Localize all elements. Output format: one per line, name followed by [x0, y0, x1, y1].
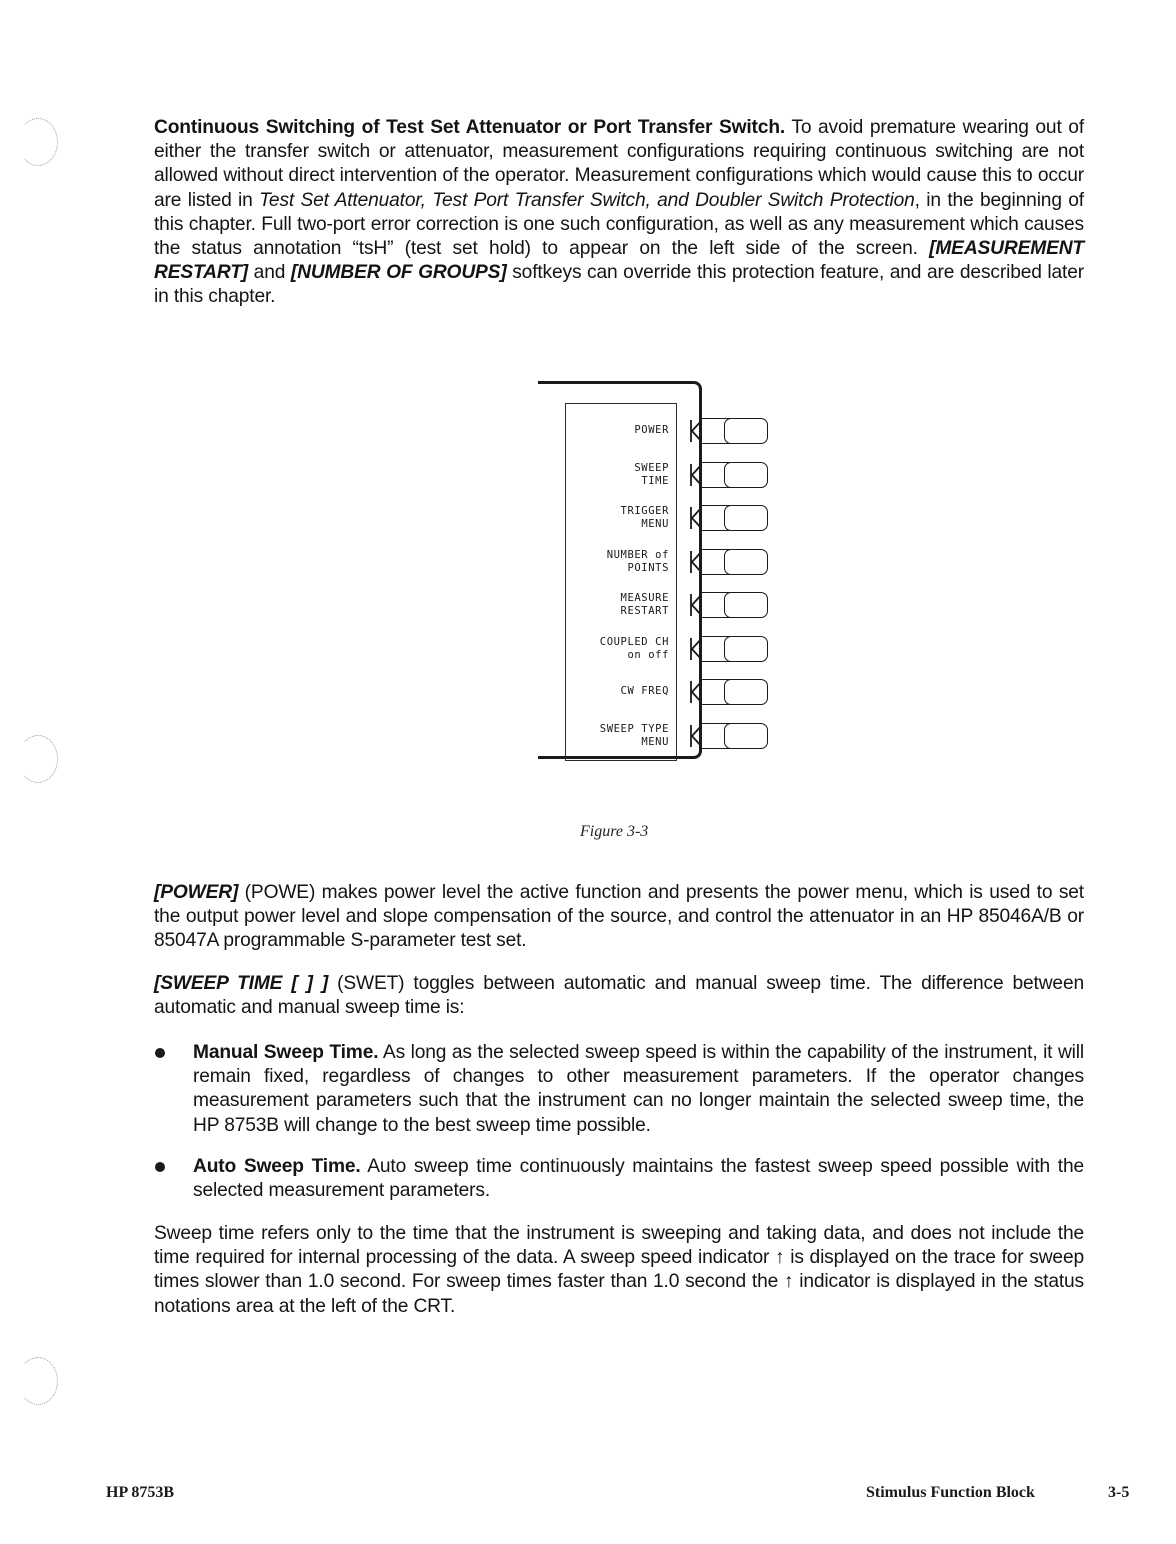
footer-section-title: Stimulus Function Block [866, 1484, 1035, 1501]
sweep-time-text: (SWET) toggles between automatic and manual sweep time. The difference between automatic and manual sweep time is: [154, 973, 1084, 1019]
intro-text: softkeys can override this protection feature, and are described later in this chapter. [154, 262, 1084, 308]
figure-caption: Figure 3-3 [580, 823, 649, 840]
softkey-label [563, 462, 669, 488]
intro-paragraph [154, 116, 1084, 310]
softkey-pointer-icon [690, 420, 702, 442]
bullet-text: As long as the selected sweep speed is within the capability of the instrument, it will remain fixed, regardless of changes to other measurement parameters. If the operator changes measurement parameters such that the instrument can no longer maintain the selected sweep time, the HP 8753B will change to the best sweep time possible. [193, 1042, 1084, 1136]
softkey-label [563, 685, 669, 698]
softkey-label-line: CW FREQ [620, 685, 669, 697]
softkey-label-line: on off [627, 648, 669, 661]
softkey-pointer-icon [690, 725, 702, 747]
softkey-number-of-groups: [NUMBER OF GROUPS] [290, 262, 507, 284]
footer-model: HP 8753B [106, 1484, 175, 1501]
power-text: (POWE) makes power level the active function and presents the power menu, which is used to set the output power level and slope compensation of the source, and control the attenuator in an HP 85046A/B or 85047A programmable S-parameter test set. [154, 882, 1084, 952]
bullet-icon [155, 1048, 165, 1058]
softkey-label [563, 636, 669, 662]
softkey-label-line: MENU [641, 735, 669, 748]
softkey-label-line: TRIGGER [620, 505, 669, 517]
softkey-power: [POWER] [154, 882, 239, 903]
softkey-pointer-icon [690, 681, 702, 703]
intro-text: , in the beginning of this chapter. Full two-port error correction is one such configuration, as well as any measurement which causes the status annotation “tsH” (test set hold) to appear on the left side of the screen. [154, 189, 1084, 260]
intro-text: and [248, 262, 291, 284]
binder-hole-middle [18, 735, 58, 783]
softkey-pointer-icon [690, 551, 702, 573]
softkey-button[interactable] [724, 418, 768, 444]
softkey-label-line: TIME [641, 474, 669, 487]
softkey-label [563, 505, 669, 531]
softkey-label-line: POWER [634, 424, 669, 436]
softkey-label-line: COUPLED CH [599, 635, 669, 648]
softkey-button[interactable] [724, 462, 768, 488]
intro-heading: Continuous Switching of Test Set Attenuator or Port Transfer Switch. [154, 117, 786, 138]
softkey-measurement-restart: [MEASUREMENT RESTART] [154, 238, 1084, 284]
intro-text: To avoid premature wearing out of either the transfer switch or attenuator, measurement configurations requiring continuous switching are not allowed without direct intervention of the operator. Measurement configurations which would cause this to occur are listed in [154, 117, 1084, 211]
bullet-auto-sweep-time [193, 1155, 1084, 1203]
softkey-button[interactable] [724, 592, 768, 618]
softkey-label [563, 592, 669, 618]
closing-paragraph: Sweep time refers only to the time that the instrument is sweeping and taking data, and does not include the time required for internal processing of the data. A sweep speed indicator ↑ is displayed on the trace for sweep times slower than 1.0 second. For sweep times faster than 1.0 second the ↑ indicator is displayed in the status notations area at the left of the CRT. [154, 1223, 1084, 1317]
softkey-label-line: RESTART [620, 605, 669, 617]
softkey-label-line: SWEEP [634, 461, 669, 474]
softkey-label [563, 723, 669, 749]
softkey-panel-figure [530, 378, 780, 768]
softkey-pointer-icon [690, 464, 702, 486]
bullet-heading: Manual Sweep Time. [193, 1042, 379, 1063]
bullet-heading: Auto Sweep Time. [193, 1156, 361, 1177]
softkey-label-line: MENU [641, 518, 669, 530]
bullet-icon [155, 1162, 165, 1172]
softkey-label [563, 549, 669, 575]
softkey-label-line: MEASURE [620, 592, 669, 604]
softkey-sweep-time: [SWEEP TIME [ ] ] [154, 973, 329, 994]
binder-hole-bottom [18, 1357, 58, 1405]
softkey-label-line: NUMBER of [606, 548, 669, 561]
softkey-label-line: SWEEP TYPE [599, 722, 669, 735]
softkey-pointer-icon [690, 594, 702, 616]
softkey-pointer-icon [690, 638, 702, 660]
softkey-label-line: POINTS [627, 561, 669, 574]
softkey-button[interactable] [724, 636, 768, 662]
intro-italic-ref: Test Set Attenuator, Test Port Transfer Switch, and Doubler Switch Protection [259, 189, 915, 211]
softkey-pointer-icon [690, 507, 702, 529]
power-paragraph [154, 881, 1084, 954]
bullet-manual-sweep-time [193, 1041, 1084, 1138]
crt-screen [565, 403, 677, 761]
sweep-time-paragraph [154, 972, 1084, 1020]
softkey-button[interactable] [724, 549, 768, 575]
softkey-button[interactable] [724, 723, 768, 749]
softkey-label [563, 424, 669, 437]
softkey-button[interactable] [724, 505, 768, 531]
footer-page-number: 3-5 [1108, 1484, 1130, 1501]
bullet-text: Auto sweep time continuously maintains the fastest sweep speed possible with the selected measurement parameters. [193, 1156, 1084, 1202]
binder-hole-top [18, 118, 58, 166]
softkey-button[interactable] [724, 679, 768, 705]
